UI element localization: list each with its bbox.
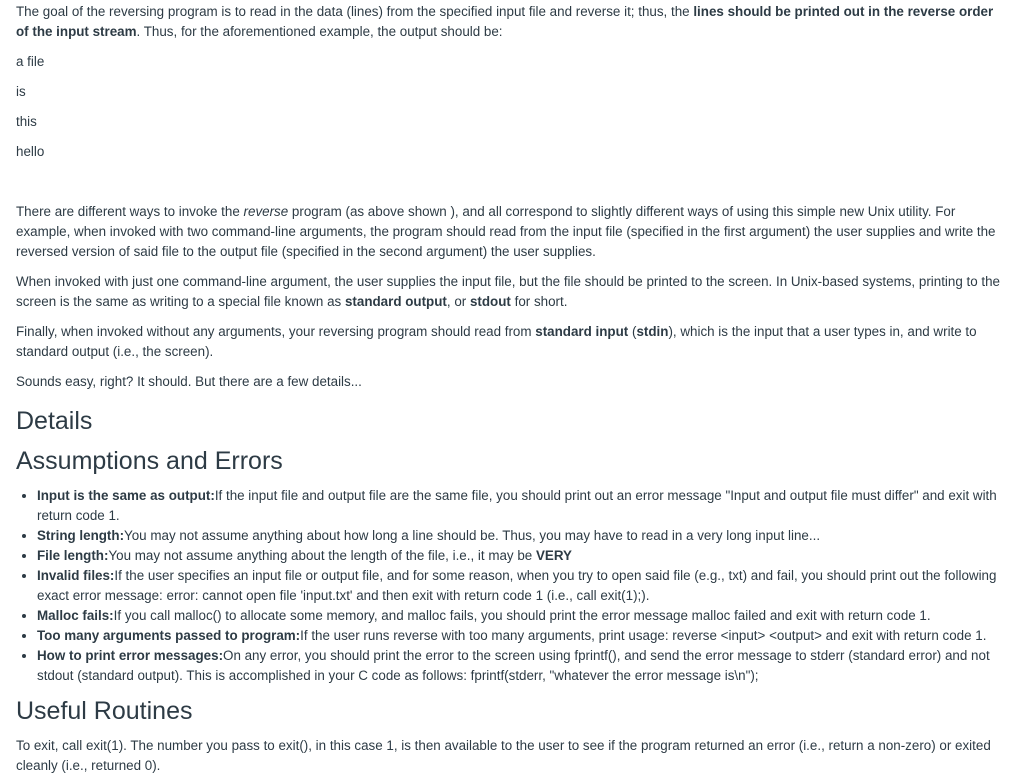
error-text: You may not assume anything about how long a line should be. Thus, you may have to read in a very long input line... — [124, 528, 821, 543]
details-heading: Details — [16, 407, 93, 435]
error-label: String length: — [37, 528, 125, 543]
standard-output-bold: standard output — [344, 294, 447, 309]
list-item — [37, 566, 1008, 606]
list-item — [37, 486, 1008, 526]
one-arg-text: When invoked with just one command-line argument, the user supplies the input file, but the file should be printed to the screen. In Unix-based systems, printing to the screen is the same as writing to a special file known as — [16, 274, 1001, 309]
list-item — [37, 606, 1008, 626]
reverse-italic: reverse — [243, 204, 289, 219]
error-text: If you call malloc() to allocate some memory, and malloc fails, you should print the error message malloc failed and exit with return code 1. — [113, 608, 931, 623]
no-args-text-3: ), which is the input that a user types in, and write to standard output (i.e., the screen). — [16, 324, 977, 359]
routines-heading: Useful Routines — [16, 697, 193, 725]
exit-paragraph: To exit, call exit(1). The number you pass to exit(), in this case 1, is then available to the user to see if the program returned an error (i.e., return a non-zero) or exited cleanly (i.e., returned 0). — [16, 738, 991, 773]
error-text: If the user specifies an input file or output file, and for some reason, when you try to open said file (e.g., txt) and fail, you should print out the following exact error message: error: cannot open file 'input.txt' and then exit with return code 1 (i.e., call exit(1);). — [37, 568, 997, 603]
list-item — [37, 626, 1008, 646]
very-bold: VERY — [535, 548, 572, 563]
one-arg-text-3: for short. — [510, 294, 568, 309]
error-label: Too many arguments passed to program: — [37, 628, 301, 643]
error-label: How to print error messages: — [37, 648, 224, 663]
no-args-text: Finally, when invoked without any arguments, your reversing program should read from — [16, 324, 536, 339]
ways-text-end: program (as above shown ), and all correspond to slightly different ways of using this simple new Unix utility. For example, when invoked with two command-line arguments, the program should read from the input file (specified in the first argument) the user supplies and write the reversed version of said file to the output file (specified in the second argument) the user supplies. — [16, 204, 996, 259]
output-line: is — [16, 84, 26, 99]
stdout-bold: stdout — [469, 294, 511, 309]
error-label: File length: — [37, 548, 109, 563]
error-text: If the user runs reverse with too many arguments, print usage: reverse <input> <output> and exit with return code 1. — [300, 628, 987, 643]
one-arg-paragraph — [16, 272, 1008, 312]
error-label: Input is the same as output: — [37, 488, 215, 503]
error-label: Invalid files: — [37, 568, 115, 583]
error-text: If the input file and output file are the same file, you should print out an error message "Input and output file must differ" and exit with return code 1. — [37, 488, 997, 523]
intro-paragraph — [16, 2, 1008, 42]
standard-input-bold: standard input — [535, 324, 629, 339]
assumptions-heading: Assumptions and Errors — [16, 447, 283, 475]
ways-text: There are different ways to invoke the — [16, 204, 244, 219]
output-line: this — [16, 114, 37, 129]
list-item — [37, 546, 1008, 566]
intro-text-end: . Thus, for the aforementioned example, the output should be: — [136, 24, 503, 39]
stdin-bold: stdin — [636, 324, 669, 339]
intro-text: The goal of the reversing program is to read in the data (lines) from the specified input file and reverse it; thus, the — [16, 4, 694, 19]
no-args-paragraph — [16, 322, 1008, 362]
output-example — [16, 52, 1008, 162]
errors-list — [16, 486, 1008, 686]
ways-paragraph — [16, 202, 1008, 262]
spacer — [16, 172, 1008, 202]
error-text: You may not assume anything about the length of the file, i.e., it may be — [108, 548, 536, 563]
output-line: hello — [16, 144, 45, 159]
error-label: Malloc fails: — [37, 608, 114, 623]
output-line: a file — [16, 54, 45, 69]
error-text: On any error, you should print the error to the screen using fprintf(), and send the error message to stderr (standard error) and not stdout (standard output). This is accomplished in your C code as follows: fprintf(stderr, "whatever the error message is\n"); — [37, 648, 990, 683]
list-item — [37, 526, 1008, 546]
intro-bold: lines should be printed out in the reverse order of the input stream — [16, 4, 994, 39]
one-arg-text-2: , or — [446, 294, 470, 309]
list-item — [37, 646, 1008, 686]
easy-paragraph: Sounds easy, right? It should. But there are a few details... — [16, 374, 362, 389]
no-args-text-2: ( — [628, 324, 637, 339]
